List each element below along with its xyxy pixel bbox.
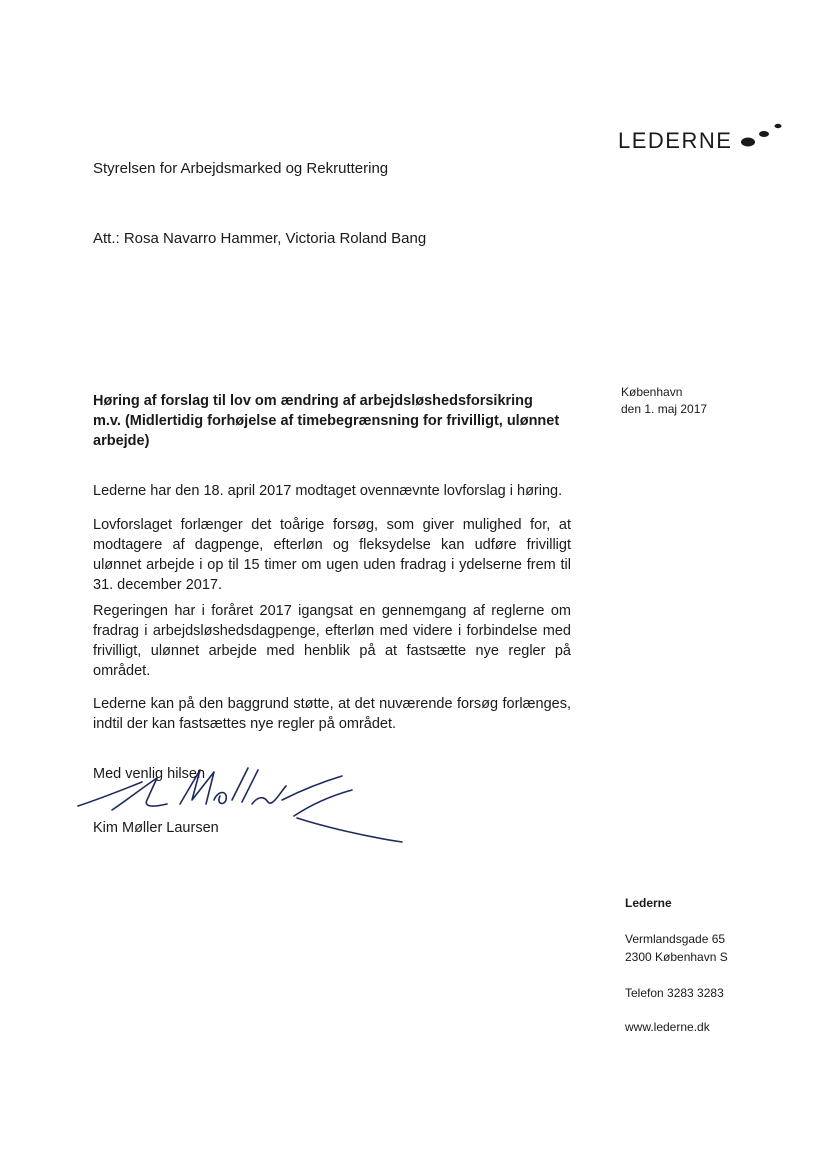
place-date-block — [621, 384, 707, 418]
logo-dots-icon — [740, 122, 790, 152]
body-paragraph: Lederne kan på den baggrund støtte, at det nuværende forsøg forlænges, indtil der kan fastsættes nye regler på området. — [93, 696, 571, 732]
sender-website-link[interactable]: www.lederne.dk — [625, 1020, 710, 1034]
attention-line: Att.: Rosa Navarro Hammer, Victoria Roland Bang — [93, 230, 427, 247]
sender-address — [625, 930, 728, 966]
closing-greeting: Med venlig hilsen — [93, 766, 206, 782]
letter-date: den 1. maj 2017 — [621, 402, 708, 416]
signer-name: Kim Møller Laursen — [93, 820, 219, 836]
letter-place: København — [621, 385, 683, 399]
body-paragraph: Regeringen har i foråret 2017 igangsat en gennemgang af reglerne om fradrag i arbejdsløshedsdagpenge, efterløn med videre i forbindelse med frivilligt, ulønnet arbejde med henblik på at fastsætte nye regler på området. — [93, 603, 571, 679]
body-paragraph: Lederne har den 18. april 2017 modtaget ovennævnte lovforslag i høring. — [93, 483, 563, 499]
body-paragraph: Lovforslaget forlænger det toårige forsøg, som giver mulighed for, at modtagere af dagpenge, efterløn og fleksydelse kan udføre frivilligt ulønnet arbejde i op til 15 timer om ugen uden fradrag i ydelserne frem til 31. december 2017. — [93, 517, 571, 593]
sender-organization: Lederne — [625, 896, 672, 910]
recipient: Styrelsen for Arbejdsmarked og Rekruttering — [93, 160, 389, 177]
lederne-logo — [618, 122, 818, 156]
handwritten-signature — [72, 760, 412, 852]
sender-phone: Telefon 3283 3283 — [625, 986, 724, 1000]
sender-city: 2300 København S — [625, 950, 728, 964]
letter-subject: Høring af forslag til lov om ændring af arbejdsløshedsforsikring m.v. (Midlertidig forhøjelse af timebegrænsning for frivilligt, ulønnet arbejde) — [93, 393, 560, 449]
logo-wordmark: LEDERNE — [618, 128, 733, 153]
sender-street: Vermlandsgade 65 — [625, 932, 726, 946]
